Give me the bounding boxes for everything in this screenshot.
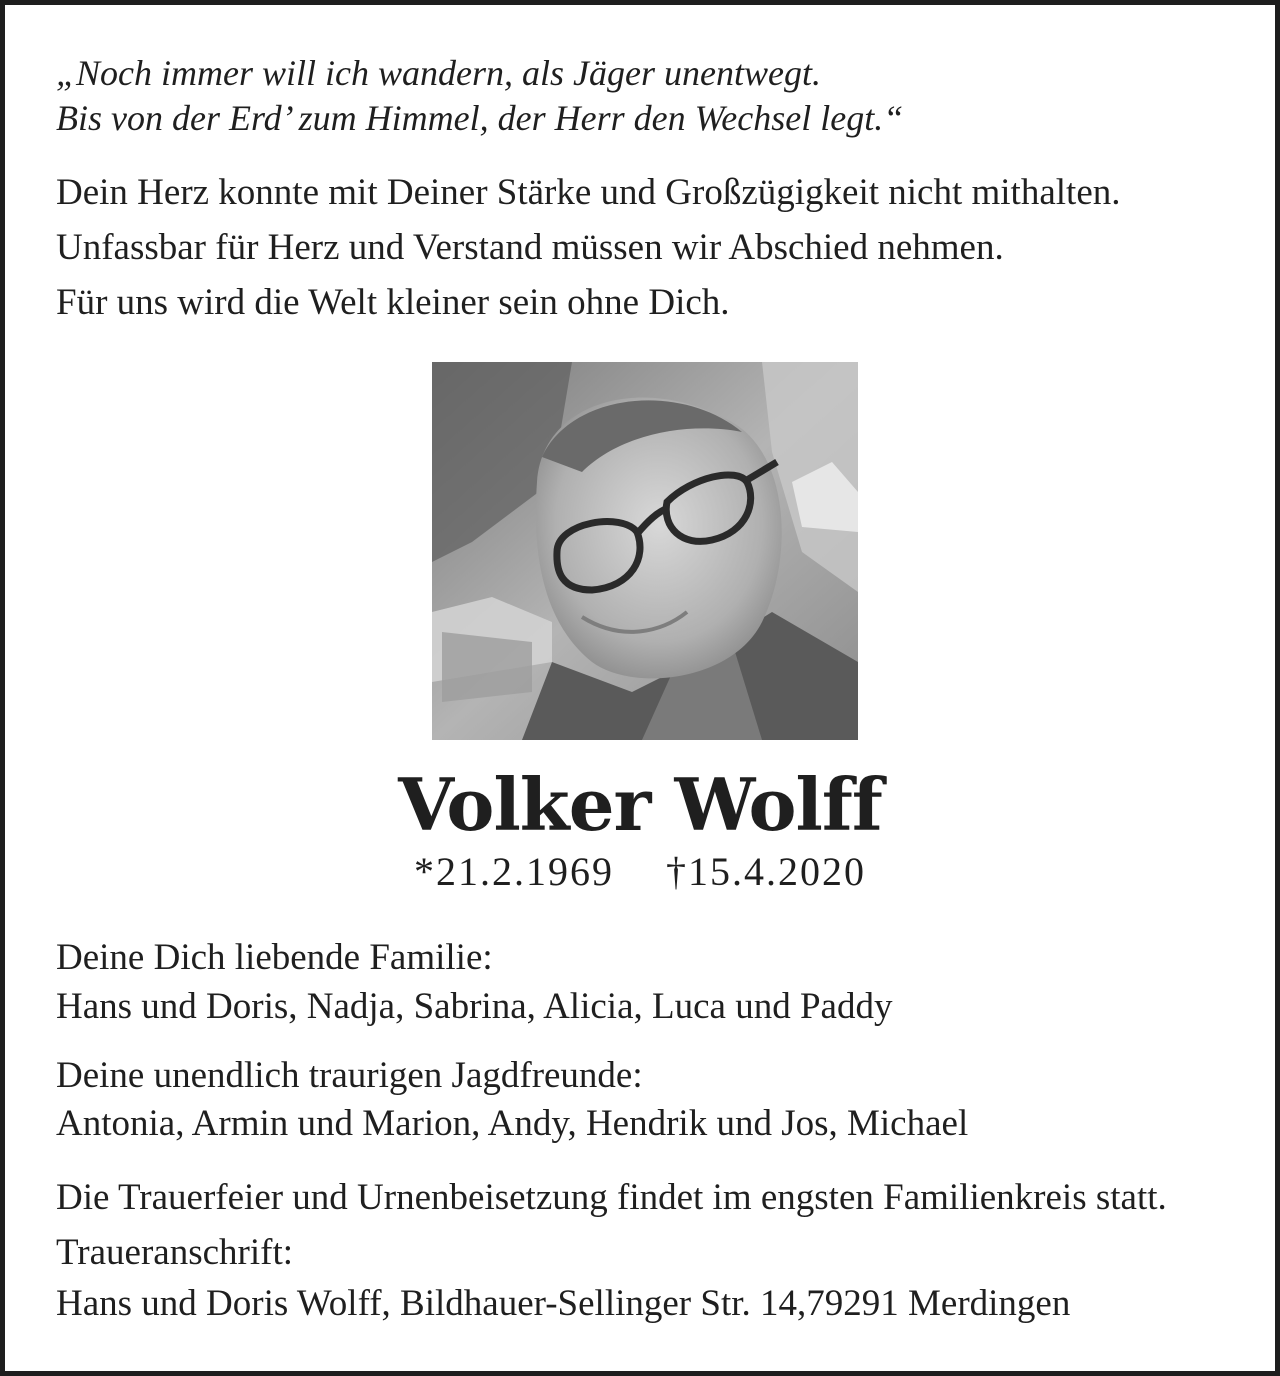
- address-heading: Traueranschrift:: [56, 1232, 294, 1273]
- mourning-address: Hans und Doris Wolff, Bildhauer-Sellinger Str. 14,79291 Merdingen: [56, 1283, 1071, 1324]
- deceased-name: Volker Wolff: [398, 762, 882, 847]
- death-date: †15.4.2020: [666, 849, 866, 894]
- portrait-photo: [432, 362, 858, 740]
- intro-line-2: Unfassbar für Herz und Verstand müssen wir Abschied nehmen.: [56, 227, 1004, 268]
- family-heading: Deine Dich liebende Familie:: [56, 937, 493, 978]
- life-dates: [5, 847, 1275, 897]
- birth-date: *21.2.1969: [414, 849, 614, 894]
- quote-line-2: Bis von der Erd’ zum Himmel, der Herr den Wechsel legt.“: [56, 98, 904, 138]
- funeral-notice: Die Trauerfeier und Urnenbeisetzung findet im engsten Familienkreis statt.: [56, 1177, 1167, 1218]
- quote-line-1: „Noch immer will ich wandern, als Jäger unentwegt.: [56, 53, 821, 93]
- intro-line-3: Für uns wird die Welt kleiner sein ohne Dich.: [56, 282, 730, 323]
- intro-line-1: Dein Herz konnte mit Deiner Stärke und Großzügigkeit nicht mithalten.: [56, 172, 1121, 213]
- family-names: Hans und Doris, Nadja, Sabrina, Alicia, Luca und Paddy: [56, 986, 893, 1027]
- friends-heading: Deine unendlich traurigen Jagdfreunde:: [56, 1055, 643, 1096]
- friends-names: Antonia, Armin und Marion, Andy, Hendrik und Jos, Michael: [56, 1103, 969, 1144]
